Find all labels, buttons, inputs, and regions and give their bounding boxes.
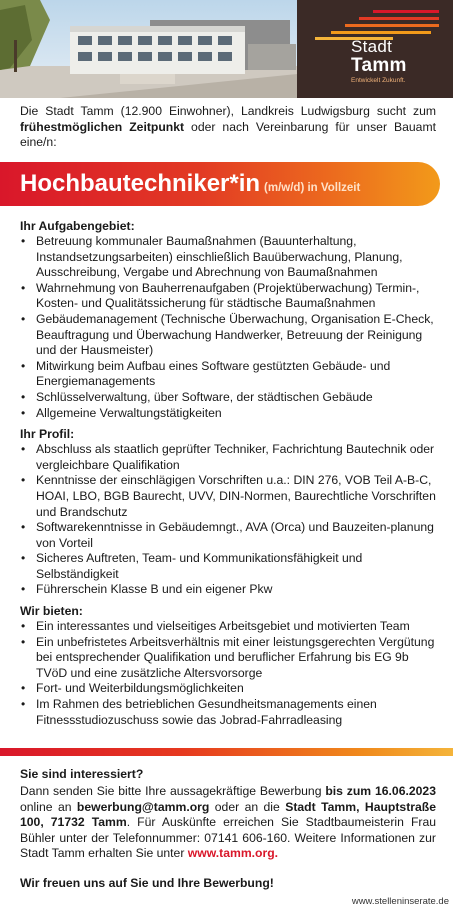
list-item: • Ein interessantes und vielseitiges Arbeitsgebiet und motivierten Team: [20, 619, 438, 635]
list-item: • Gebäudemanagement (Technische Überwachung, Organisation E-Check, Beauftragung und Überwachung Handwerker, Betreuung der Reinigung und der Hausmeister): [20, 312, 438, 359]
list-item: • Ein unbefristetes Arbeitsverhältnis mit einer leistungsgerechten Vergütung bei entsprechender Qualifikation und beruflicher Erfahrung bis EG 9b TVöD und eine zusätzliche Altersvorsorge: [20, 635, 438, 682]
intro-text-2: oder nach Vereinbarung für unser Bauamt eine/n:: [20, 119, 436, 149]
gradient-divider: [0, 748, 453, 756]
job-title-banner: [0, 162, 440, 206]
tasks-list: [20, 234, 438, 421]
contact-text-3: oder an die: [209, 799, 286, 814]
contact-paragraph: [20, 784, 436, 862]
offer-heading: Wir bieten:: [20, 604, 83, 619]
header: [0, 0, 453, 98]
deadline: bis zum 16.06.2023: [325, 784, 436, 798]
job-title: [20, 170, 360, 202]
list-item: • Schlüsselverwaltung, über Software, der städtischen Gebäude: [20, 390, 438, 406]
website-link[interactable]: www.tamm.org.: [187, 846, 279, 861]
building-illustration: [0, 0, 297, 98]
job-title-subtitle: (m/w/d) in Vollzeit: [264, 182, 361, 194]
list-item: • Betreuung kommunaler Baumaßnahmen (Bauunterhaltung, Instandsetzungsarbeiten) einschließlich Bauüberwachung, Planung, Ausschreibung, Vergabe und Abrechnung von Baumaßnahmen: [20, 234, 438, 281]
intro-text-1: Die Stadt Tamm (12.900 Einwohner), Landkreis Ludwigsburg sucht zum: [20, 104, 436, 118]
job-details: [20, 218, 438, 728]
contact-heading: Sie sind interessiert?: [20, 767, 144, 781]
list-item: • Fort- und Weiterbildungsmöglichkeiten: [20, 681, 438, 697]
offer-list: [20, 619, 438, 728]
logo-tamm: Tamm: [351, 55, 407, 76]
list-item: • Softwarekenntnisse in Gebäudemngt., AVA (Orca) und Bauzeiten-planung von Vorteil: [20, 520, 438, 551]
closing-line: Wir freuen uns auf Sie und Ihre Bewerbung!: [20, 876, 274, 890]
list-item: • Im Rahmen des betrieblichen Gesundheitsmanagements einen Fitnessstudiozuschuss sowie das Jobrad-Fahrradleasing: [20, 697, 438, 728]
postal-address: Stadt Tamm, Hauptstraße 100, 71732 Tamm: [20, 799, 436, 830]
list-item: • Abschluss als staatlich geprüfter Techniker, Fachrichtung Bautechnik oder vergleichbare Qualifikation: [20, 442, 438, 473]
profile-heading: Ihr Profil:: [20, 427, 75, 442]
list-item: • Kenntnisse der einschlägigen Vorschriften u.a.: DIN 276, VOB Teil A-B-C, HOAI, LBO, BGB Baurecht, UVV, DIN-Normen, Baurechtliche Vorschriften und Brandschutz: [20, 473, 438, 520]
contact-text-1: Dann senden Sie bitte Ihre aussagekräftige Bewerbung: [20, 784, 326, 798]
intro-paragraph: [20, 104, 436, 151]
email-link[interactable]: bewerbung@tamm.org: [76, 799, 210, 814]
logo-stadt: Stadt: [351, 37, 393, 56]
profile-list: [20, 442, 438, 598]
tasks-heading: Ihr Aufgabengebiet:: [20, 219, 135, 233]
list-item: • Wahrnehmung von Bauherrenaufgaben (Projektüberwachung) Termin-, Kosten- und Qualitätssicherung für städtische Baumaßnahmen: [20, 281, 438, 312]
list-item: • Mitwirkung beim Aufbau eines Software gestützten Gebäude- und Energiemanagements: [20, 359, 438, 390]
list-item: • Allgemeine Verwaltungstätigkeiten: [20, 406, 438, 422]
contact-text-4: . Für Auskünfte erreichen Sie Stadtbaumeisterin Frau Bühler unter der Telefonnummer: 07141 606-160. Weitere Informationen zur Stadt Tamm erhalten Sie unter: [20, 815, 437, 861]
logo-stripes-icon: [315, 10, 440, 40]
contact-text-2: online an: [20, 799, 77, 814]
intro-highlight: frühestmöglichen Zeitpunkt: [20, 119, 185, 134]
job-title-text: Hochbautechniker*in: [20, 170, 261, 197]
logo-wordmark: [351, 38, 407, 84]
town-hall-photo: [0, 0, 297, 98]
logo-tagline: Entwickelt Zukunft.: [351, 77, 406, 84]
stadt-tamm-logo: [297, 0, 453, 98]
list-item: • Sicheres Auftreten, Team- und Kommunikationsfähigkeit und Selbständigkeit: [20, 551, 438, 582]
credit-link[interactable]: www.stelleninserate.de: [351, 896, 449, 907]
contact-section: [20, 766, 436, 862]
list-item: • Führerschein Klasse B und ein eigener Pkw: [20, 582, 438, 598]
